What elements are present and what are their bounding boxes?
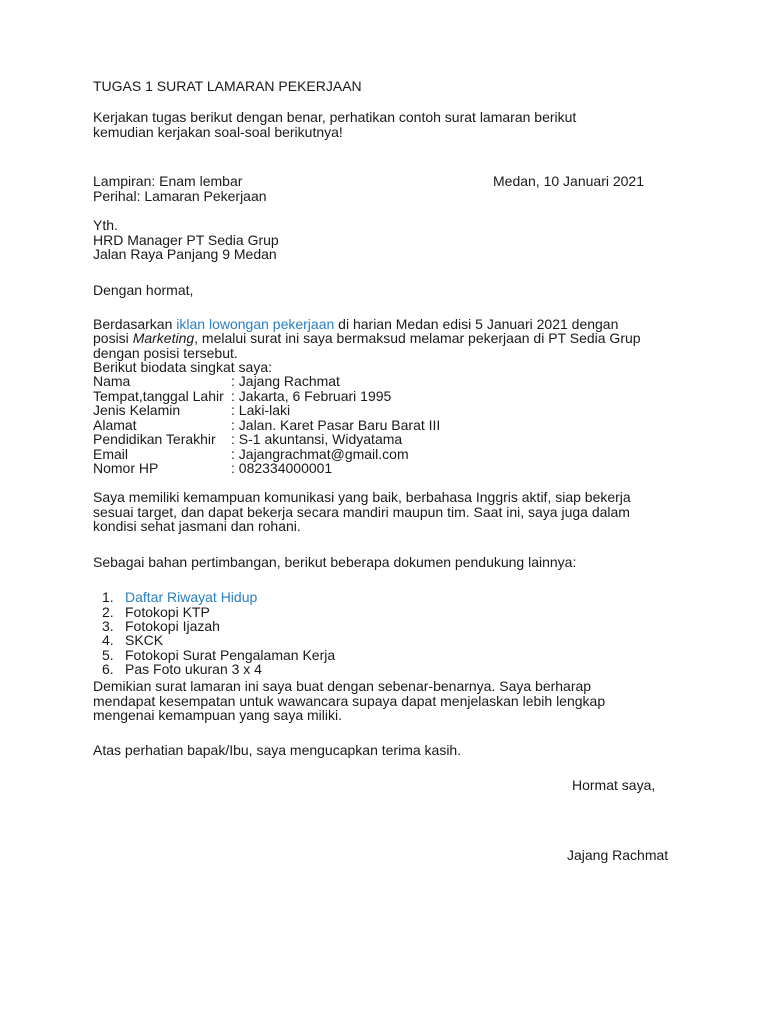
list-number: 1. xyxy=(102,589,114,605)
paragraph-4-line-2: mendapat kesempatan untuk wawancara supaya dapat menjelaskan lebih lengkap xyxy=(93,693,606,709)
instruction-line-2: kemudian kerjakan soal-soal berikutnya! xyxy=(93,124,343,140)
list-number: 4. xyxy=(102,632,114,648)
paragraph-4-line-1: Demikian surat lamaran ini saya buat dengan sebenar-benarnya. Saya berharap xyxy=(93,678,592,694)
attachment-line: Lampiran: Enam lembar xyxy=(93,173,243,189)
biodata-value: : Jajangrachmat@gmail.com xyxy=(231,446,409,462)
position-name: Marketing xyxy=(132,330,195,346)
list-number: 2. xyxy=(102,604,114,620)
document-title: TUGAS 1 SURAT LAMARAN PEKERJAAN xyxy=(93,78,362,94)
paragraph-3: Sebagai bahan pertimbangan, berikut beberapa dokumen pendukung lainnya: xyxy=(93,554,577,570)
paragraph-1-suffix: di harian Medan edisi 5 Januari 2021 dengan xyxy=(334,316,619,332)
signature-name: Jajang Rachmat xyxy=(567,847,669,863)
biodata-table xyxy=(0,374,768,478)
biodata-label: Alamat xyxy=(93,417,137,433)
paragraph-2-line-1: Saya memiliki kemampuan komunikasi yang baik, berbahasa Inggris aktif, siap bekerja xyxy=(93,489,631,505)
biodata-value: : Jajang Rachmat xyxy=(231,373,340,389)
biodata-value: : S-1 akuntansi, Widyatama xyxy=(231,431,403,447)
biodata-value: : Jalan. Karet Pasar Baru Barat III xyxy=(231,417,441,433)
recipient-address: Jalan Raya Panjang 9 Medan xyxy=(93,246,277,262)
paragraph-4-line-3: mengenai kemampuan yang saya miliki. xyxy=(93,707,343,723)
list-item: Pas Foto ukuran 3 x 4 xyxy=(125,661,262,677)
documents-list xyxy=(0,590,768,678)
paragraph-1-line-3: dengan posisi tersebut. xyxy=(93,345,238,361)
paragraph-1-line-2-suffix: , melalui surat ini saya bermaksud melamar pekerjaan di PT Sedia Grup xyxy=(194,330,641,346)
list-item: Fotokopi KTP xyxy=(125,604,210,620)
biodata-label: Pendidikan Terakhir xyxy=(93,431,216,447)
paragraph-2-line-3: kondisi sehat jasmani dan rohani. xyxy=(93,518,301,534)
list-item: Fotokopi Surat Pengalaman Kerja xyxy=(125,647,336,663)
list-number: 6. xyxy=(102,661,114,677)
list-number: 5. xyxy=(102,647,114,663)
cv-link[interactable]: Daftar Riwayat Hidup xyxy=(125,589,258,605)
closing-line: Atas perhatian bapak/Ibu, saya mengucapkan terima kasih. xyxy=(93,742,462,758)
biodata-label: Nomor HP xyxy=(93,460,159,476)
biodata-label: Email xyxy=(93,446,129,462)
paragraph-1-line-2 xyxy=(93,331,641,346)
list-number: 3. xyxy=(102,618,114,634)
biodata-value: : Laki-laki xyxy=(231,402,291,418)
instruction-line-1: Kerjakan tugas berikut dengan benar, perhatikan contoh surat lamaran berikut xyxy=(93,109,577,125)
place-date: Medan, 10 Januari 2021 xyxy=(493,173,644,189)
paragraph-1-line-2-prefix: posisi xyxy=(93,330,133,346)
biodata-label: Jenis Kelamin xyxy=(93,402,181,418)
paragraph-1-prefix: Berdasarkan xyxy=(93,316,177,332)
recipient-salutation: Yth. xyxy=(93,217,118,233)
list-item: Fotokopi Ijazah xyxy=(125,618,220,634)
paragraph-2-line-2: sesuai target, dan dapat bekerja secara mandiri maupun tim. Saat ini, saya juga dalam xyxy=(93,504,630,520)
recipient-name: HRD Manager PT Sedia Grup xyxy=(93,232,279,248)
biodata-label: Tempat,tanggal Lahir xyxy=(93,388,224,404)
biodata-value: : 082334000001 xyxy=(231,460,333,476)
biodata-intro: Berikut biodata singkat saya: xyxy=(93,359,272,375)
job-ad-link[interactable]: iklan lowongan pekerjaan xyxy=(176,316,335,332)
greeting: Dengan hormat, xyxy=(93,282,194,298)
biodata-value: : Jakarta, 6 Februari 1995 xyxy=(231,388,392,404)
subject-line: Perihal: Lamaran Pekerjaan xyxy=(93,188,267,204)
sign-off: Hormat saya, xyxy=(572,777,656,793)
biodata-label: Nama xyxy=(93,373,131,389)
list-item: SKCK xyxy=(125,632,164,648)
